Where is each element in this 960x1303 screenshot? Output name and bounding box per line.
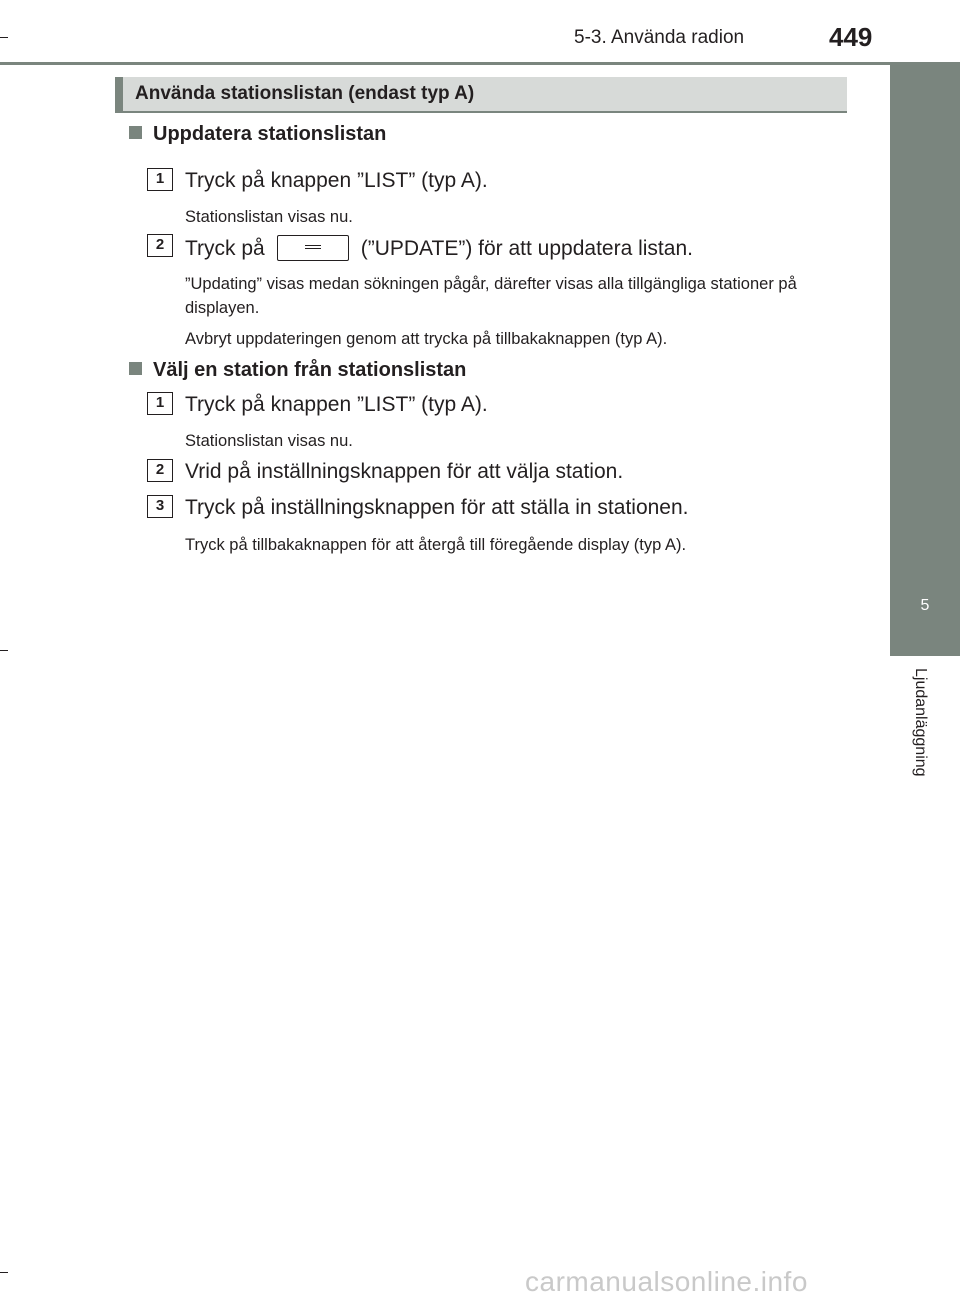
step-note: ”Updating” visas medan sökningen pågår, därefter visas alla tillgängliga stationer på displayen. bbox=[185, 275, 797, 317]
section-heading-bar bbox=[115, 77, 847, 113]
crop-mark bbox=[0, 650, 8, 651]
step-note: Avbryt uppdateringen genom att trycka på tillbakaknappen (typ A). bbox=[185, 330, 668, 348]
section-title: Använda stationslistan (endast typ A) bbox=[135, 83, 475, 104]
square-bullet-icon bbox=[129, 126, 142, 139]
update-button-mark bbox=[305, 245, 321, 249]
subheading-update-text: Uppdatera stationslistan bbox=[153, 123, 387, 145]
square-bullet-icon bbox=[129, 362, 142, 375]
step-number-box: 1 bbox=[147, 392, 173, 415]
step-number-box: 3 bbox=[147, 495, 173, 518]
crop-mark bbox=[0, 37, 8, 38]
step-text-update bbox=[185, 235, 693, 261]
step-text-before: Tryck på bbox=[185, 237, 265, 260]
update-button-icon bbox=[277, 235, 349, 261]
subheading-update bbox=[129, 123, 386, 146]
step-text: Tryck på inställningsknappen för att ställa in stationen. bbox=[185, 496, 689, 519]
step-text: Vrid på inställningsknappen för att välja station. bbox=[185, 460, 624, 483]
watermark: carmanualsonline.info bbox=[525, 1266, 808, 1297]
step-note: Tryck på tillbakaknappen för att återgå till föregående display (typ A). bbox=[185, 536, 687, 554]
subheading-select bbox=[129, 359, 466, 382]
header-section-title: 5-3. Använda radion bbox=[574, 27, 745, 48]
subheading-select-text: Välj en station från stationslistan bbox=[153, 359, 467, 381]
step-number-box: 2 bbox=[147, 459, 173, 482]
side-tab bbox=[890, 65, 960, 556]
header-rule bbox=[0, 62, 960, 65]
step-number-box: 2 bbox=[147, 234, 173, 257]
step-text: Tryck på knappen ”LIST” (typ A). bbox=[185, 393, 488, 416]
step-number-box: 1 bbox=[147, 168, 173, 191]
step-text: Tryck på knappen ”LIST” (typ A). bbox=[185, 169, 488, 192]
crop-mark bbox=[0, 1272, 8, 1273]
section-bar-accent bbox=[115, 77, 123, 111]
step-note: Stationslistan visas nu. bbox=[185, 208, 353, 226]
chapter-title: Ljudanläggning bbox=[912, 668, 929, 777]
page-number: 449 bbox=[829, 22, 873, 52]
step-note: Stationslistan visas nu. bbox=[185, 432, 353, 450]
chapter-number: 5 bbox=[890, 556, 960, 656]
step-text-after: (”UPDATE”) för att uppdatera listan. bbox=[360, 237, 693, 260]
